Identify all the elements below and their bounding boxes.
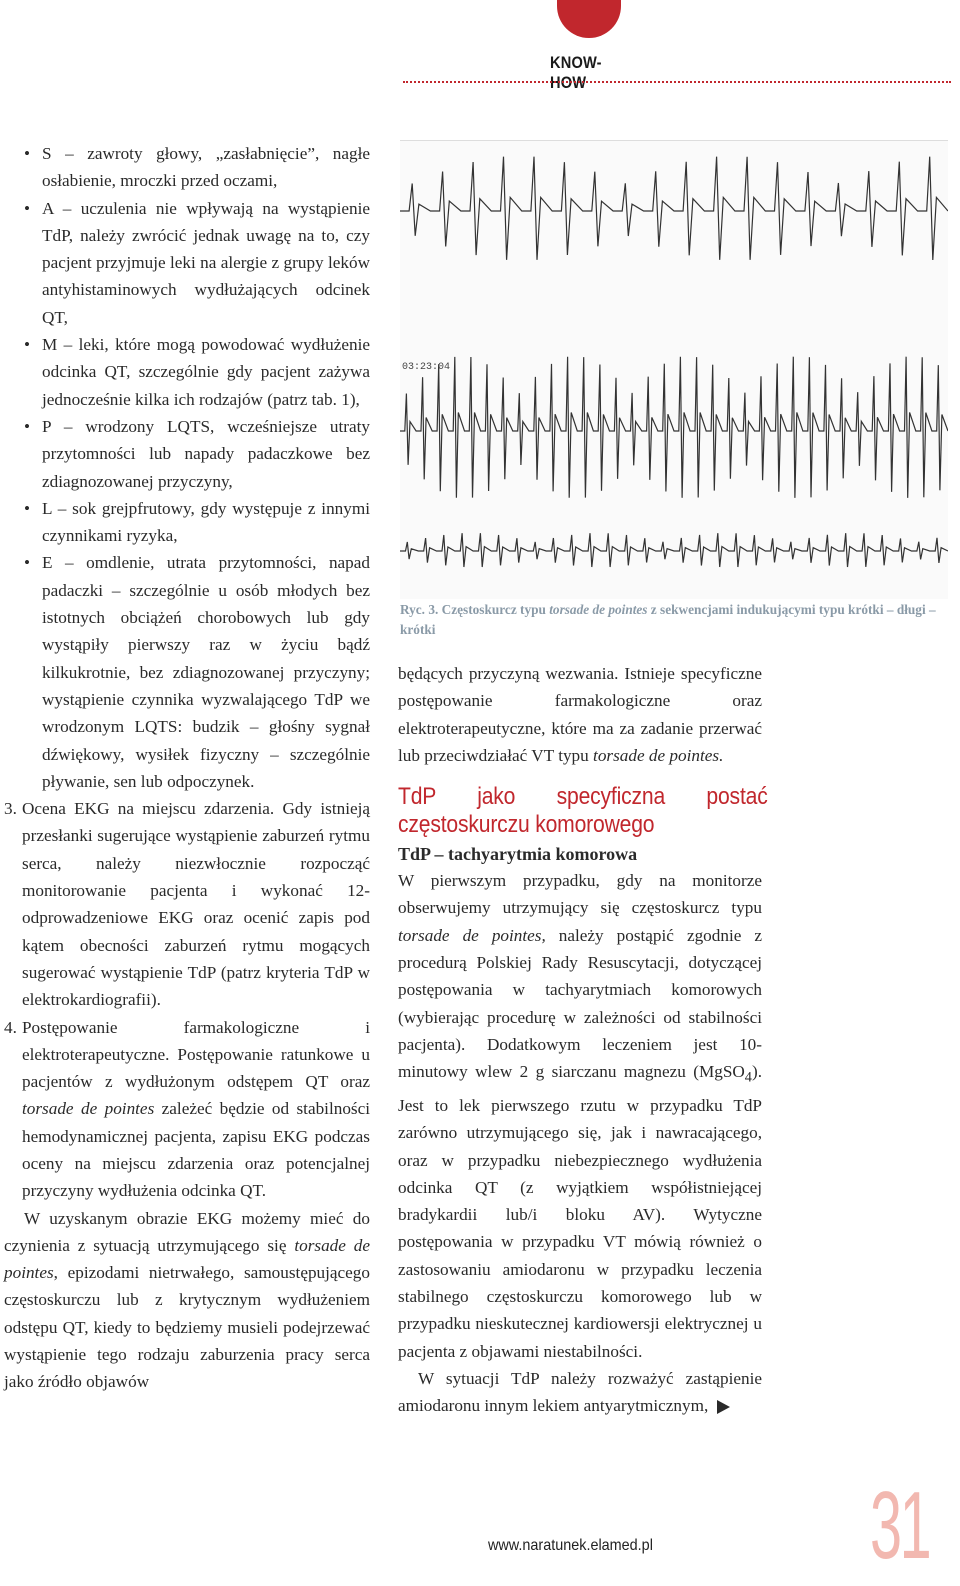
list-item: • L – sok grejpfrutowy, gdy występuje z innymi czynnikami ryzyka, bbox=[4, 495, 370, 550]
body-paragraph: W uzyskanym obrazie EKG możemy mieć do czynienia z sytuacją utrzymującego się torsade de pointes, epizodami nietrwałego, samoustępującego częstoskurczu lub z krytycznym wydłużeniem odstępu QT, kiedy to będziemy musieli podejrzewać wystąpienie tego rodzaju zaburzenia pracy serca jako źródło objawów bbox=[4, 1208, 370, 1392]
footer-url: www.naratunek.elamed.pl bbox=[488, 1537, 653, 1554]
ecg-figure bbox=[400, 140, 948, 599]
subheading: TdP – tachyarytmia komorowa bbox=[398, 844, 638, 865]
ecg-strip-image bbox=[400, 141, 948, 599]
body-paragraph: będących przyczyną wezwania. Istnieje specyficzne postępowanie farmakologiczne oraz elektroterapeutyczne, które ma za zadanie przerwać lub przeciwdziałać VT typu torsade de pointes. bbox=[398, 664, 762, 765]
list-item: • S – zawroty głowy, „zasłabnięcie”, nagłe osłabienie, mroczki przed oczami, bbox=[4, 140, 370, 195]
continue-arrow-icon bbox=[717, 1400, 730, 1414]
figure-caption: Ryc. 3. Częstoskurcz typu torsade de pointes z sekwencjami indukującymi typu krótki – długi – krótki bbox=[400, 602, 936, 637]
list-item: • E – omdlenie, utrata przytomności, napad padaczki – szczególnie u osób młodych bez istotnych obciążeń chorobowych lub gdy wystąpiły pierwszy raz w życiu bądź kilkukrotnie, bez zdiagnozowanej przyczyny; wystąpienie czynnika wyzwalającego TdP we wrodzonym LQTS: budzik – głośny sygnał dźwiękowy, wysiłek fizyczny – szczególnie pływanie, sen lub odpoczynek. bbox=[4, 549, 370, 795]
numbered-item-4: 4. Postępowanie farmakologiczne i elektroterapeutyczne. Postępowanie ratunkowe u pacjentów z wydłużonym odstępem QT oraz torsade de pointes zależeć będzie od stabilności hemodynamicznej pacjenta, zapisu EKG podczas oceny na miejscu zdarzenia oraz potencjalnej przyczyny wydłużenia odcinka QT. bbox=[4, 1017, 371, 1201]
header-divider bbox=[403, 81, 951, 83]
bullet-icon: • bbox=[24, 335, 31, 355]
list-item: • P – wrodzony LQTS, wcześniejsze utraty przytomności lub napady padaczkowe bez zdiagnozowanej przyczyny, bbox=[4, 413, 370, 495]
body-paragraph: W pierwszym przypadku, gdy na monitorze obserwujemy utrzymujący się częstoskurcz typu torsade de pointes, należy postąpić zgodnie z procedurą Polskiej Rady Resuscytacji, dotyczącej postępowania w tachyarytmiach komorowych (wybierając procedurę w zależności od stabilności pacjenta). Dodatkowym leczeniem jest 10-minutowy wlew 2 g siarczanu magnezu (MgSO$_4$). Jest to lek pierwszego rzutu w przypadku TdP zarówno utrzymującego się, jak i nawracającego, oraz w przypadku niebezpiecznego wydłużenia odcinka QT (z wyjątkiem współistniejącej bradykardii lub/i bloku AV). Wytyczne postępowania w przypadku VT mówią również o zastosowaniu amiodaronu w przypadku leczenia stabilnego częstoskurczu komorowego lub w przypadku nieskutecznej kardiowersji elektrycznej u pacjenta z objawami niestabilności. bbox=[398, 871, 762, 1361]
right-column bbox=[398, 660, 768, 1420]
left-column bbox=[4, 140, 370, 1396]
ecg-trace-1 bbox=[400, 157, 948, 260]
bullet-icon: • bbox=[24, 498, 31, 518]
bullet-icon: • bbox=[24, 416, 31, 436]
section-label: KNOW-HOW bbox=[550, 53, 602, 92]
bullet-icon: • bbox=[24, 144, 31, 163]
section-heading: TdP jako specyficzna postać częstoskurczu komorowego bbox=[398, 783, 768, 839]
numbered-item-3: 3. Ocena EKG na miejscu zdarzenia. Gdy istnieją przesłanki sugerujące wystąpienie zaburzeń rytmu serca, należy niezwłocznie rozpocząć monitorowanie pacjenta i wykonać 12-odprowadzeniowe EKG oraz ocenić zapis pod kątem obecności zaburzeń rytmu mogących sugerować wystąpienie TdP (patrz kryteria TdP w elektrokardiografii). bbox=[4, 799, 370, 1010]
list-item: • A – uczulenia nie wpływają na wystąpienie TdP, należy zwrócić jednak uwagę na to, czy pacjent przyjmuje leki na alergie z grupy leków antyhistaminowych wydłużających odcinek QT, bbox=[4, 195, 370, 331]
bullet-icon: • bbox=[24, 198, 31, 218]
page-number: 31 bbox=[870, 1472, 930, 1579]
header-tab-decoration bbox=[557, 0, 621, 38]
ecg-trace-3 bbox=[400, 533, 948, 567]
ecg-trace-2 bbox=[400, 357, 948, 498]
list-item: • M – leki, które mogą powodować wydłużenie odcinka QT, szczególnie gdy pacjent zażywa jednocześnie kilka ich rodzajów (patrz tab. 1), bbox=[4, 331, 370, 413]
ecg-timestamp: 03:23:04 bbox=[402, 362, 451, 373]
bullet-list bbox=[4, 140, 370, 795]
bullet-icon: • bbox=[24, 553, 31, 573]
body-paragraph: W sytuacji TdP należy rozważyć zastąpienie amiodaronu innym lekiem antyarytmicznym, bbox=[398, 1368, 762, 1416]
